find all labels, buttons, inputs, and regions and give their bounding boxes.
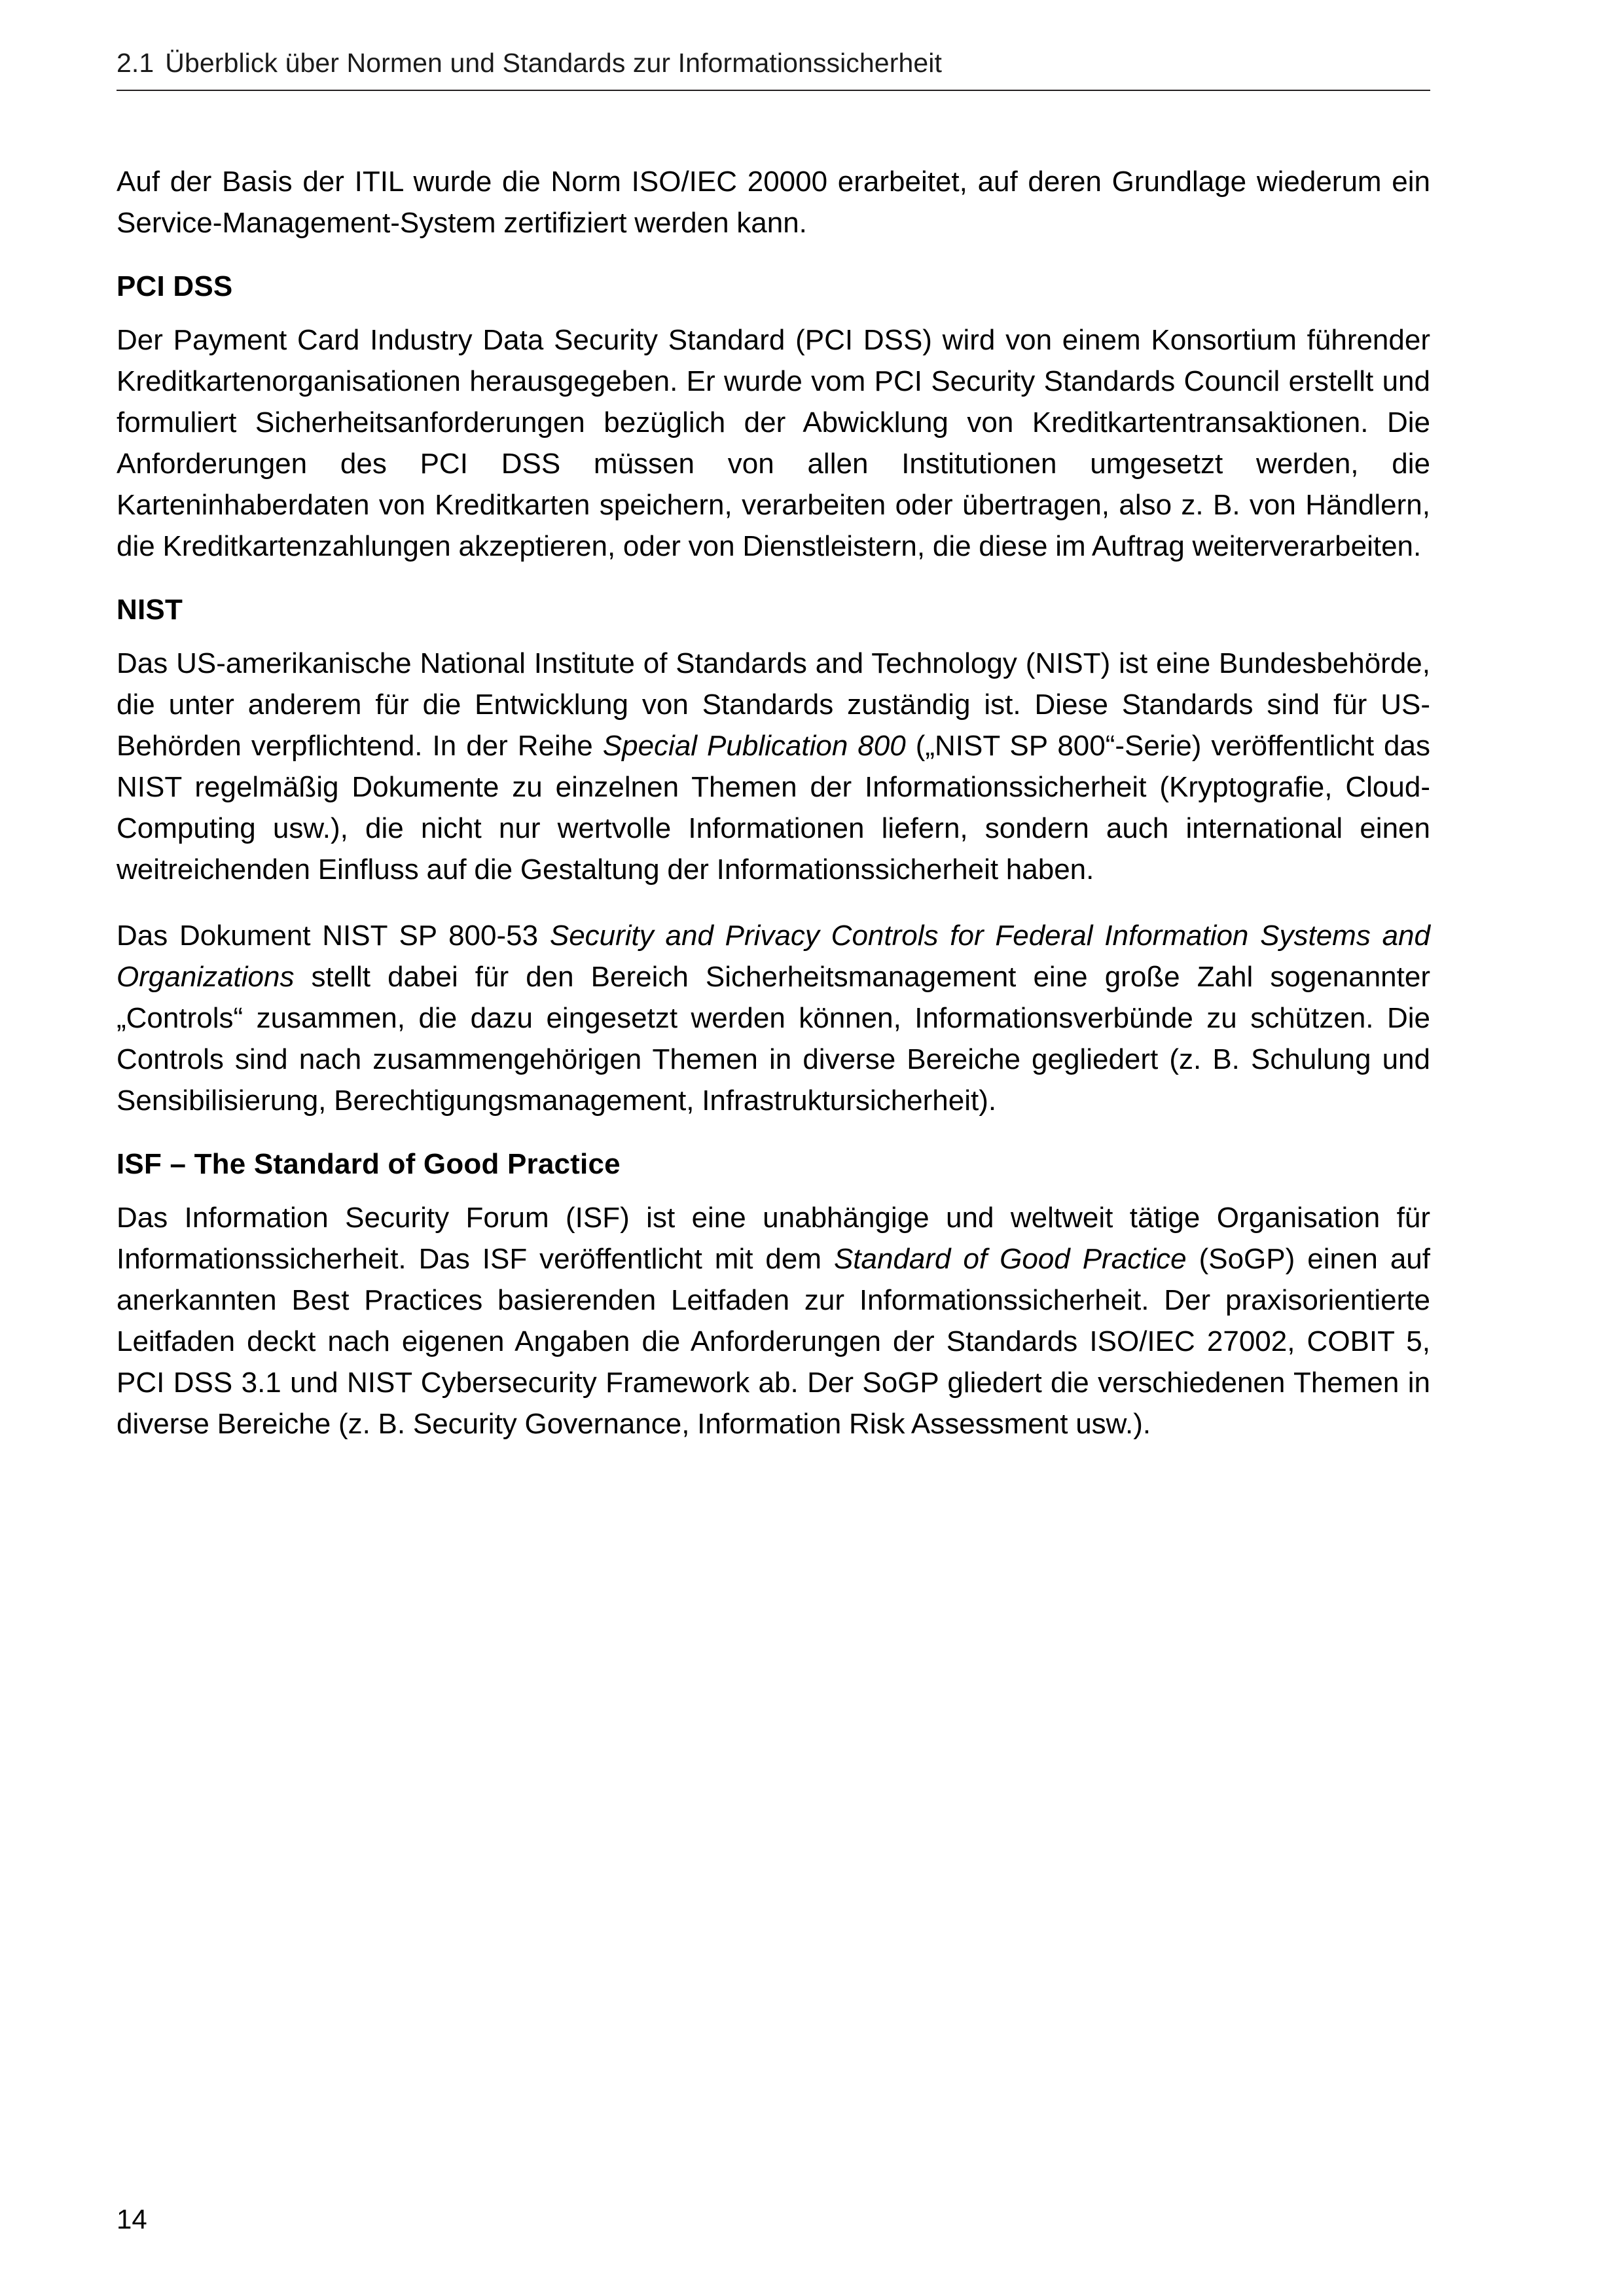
text-run: Das US-amerikanische National Institute of Standards and Technology (NIST) ist eine Bundesbehörde, die unter anderem für die Entwicklung von Standards zuständig ist. Diese Standards sind für US-Behörden verpflichtend. In der Reihe bbox=[117, 647, 1430, 762]
italic-run: Security and Privacy Controls for Federal Information Systems and Organizations bbox=[117, 920, 1430, 993]
page-number: 14 bbox=[117, 2204, 147, 2234]
paragraph-nist-2 bbox=[117, 915, 1430, 1121]
text-run: („NIST SP 800“-Serie) veröffentlicht das NIST regelmäßig Dokumente zu einzelnen Themen der Informationssicherheit (Kryptografie, Cloud-Computing usw.), die nicht nur wertvolle Informationen liefern, sondern auch international einen weitreichenden Einfluss auf die Gestaltung der Informationssicherheit haben. bbox=[117, 730, 1430, 886]
heading-pci-dss: PCI DSS bbox=[117, 270, 233, 302]
header-rule bbox=[117, 90, 1430, 91]
heading-isf: ISF – The Standard of Good Practice bbox=[117, 1148, 621, 1180]
running-head bbox=[117, 50, 1430, 77]
running-head-section-number: 2.1 bbox=[117, 48, 154, 78]
paragraph-pci-dss: Der Payment Card Industry Data Security Standard (PCI DSS) wird von einem Konsortium führender Kreditkartenorganisationen herausgegeben. Er wurde vom PCI Security Standards Council erstellt und formuliert Sicherheitsanforderungen bezüglich der Abwicklung von Kreditkartentransaktionen. Die Anforderungen des PCI DSS müssen von allen Institutionen umgesetzt werden, die Karteninhaberdaten von Kreditkarten speichern, verarbeiten oder übertragen, also z. B. von Händlern, die Kreditkartenzahlungen akzeptieren, oder von Dienstleistern, die diese im Auftrag weiterverarbeiten. bbox=[117, 324, 1430, 562]
spacer bbox=[117, 890, 1430, 915]
running-head-line bbox=[117, 50, 1430, 77]
running-head-title: Überblick über Normen und Standards zur Informationssicherheit bbox=[165, 48, 942, 78]
italic-run: Special Publication 800 bbox=[602, 730, 906, 762]
italic-run: Standard of Good Practice bbox=[833, 1243, 1187, 1275]
heading-nist: NIST bbox=[117, 594, 183, 626]
paragraph-isf bbox=[117, 1197, 1430, 1444]
spacer bbox=[117, 1121, 1430, 1146]
spacer bbox=[117, 628, 1430, 643]
spacer bbox=[117, 567, 1430, 592]
text-run: Das Dokument NIST SP 800-53 bbox=[117, 920, 550, 952]
text-run: stellt dabei für den Bereich Sicherheitsmanagement eine große Zahl sogenannter „Controls“ zusammen, die dazu eingesetzt werden können, Informationsverbünde zu schützen. Die Controls sind nach zusammengehörigen Themen in diverse Bereiche gegliedert (z. B. Schulung und Sensibilisierung, Berechtigungsmanagement, Infrastruktursicherheit). bbox=[117, 961, 1430, 1117]
text-run: (SoGP) einen auf anerkannten Best Practices basierenden Leitfaden zur Informationssicherheit. Der praxisorientierte Leitfaden deckt nach eigenen Angaben die Anforderungen der Standards ISO/IEC 27002, COBIT 5, PCI DSS 3.1 und NIST Cybersecurity Framework ab. Der SoGP gliedert die verschiedenen Themen in diverse Bereiche (z. B. Security Governance, Information Risk Assessment usw.). bbox=[117, 1243, 1431, 1440]
page-content bbox=[117, 161, 1430, 1444]
spacer bbox=[117, 305, 1430, 319]
paragraph-nist-1 bbox=[117, 643, 1430, 890]
text-run: Das Information Security Forum (ISF) ist eine unabhängige und weltweit tätige Organisation für Informationssicherheit. Das ISF veröffentlicht mit dem bbox=[117, 1202, 1430, 1275]
spacer bbox=[117, 243, 1430, 268]
spacer bbox=[117, 1183, 1430, 1197]
paragraph-intro: Auf der Basis der ITIL wurde die Norm ISO/IEC 20000 erarbeitet, auf deren Grundlage wiederum ein Service-Management-System zertifiziert werden kann. bbox=[117, 166, 1430, 239]
